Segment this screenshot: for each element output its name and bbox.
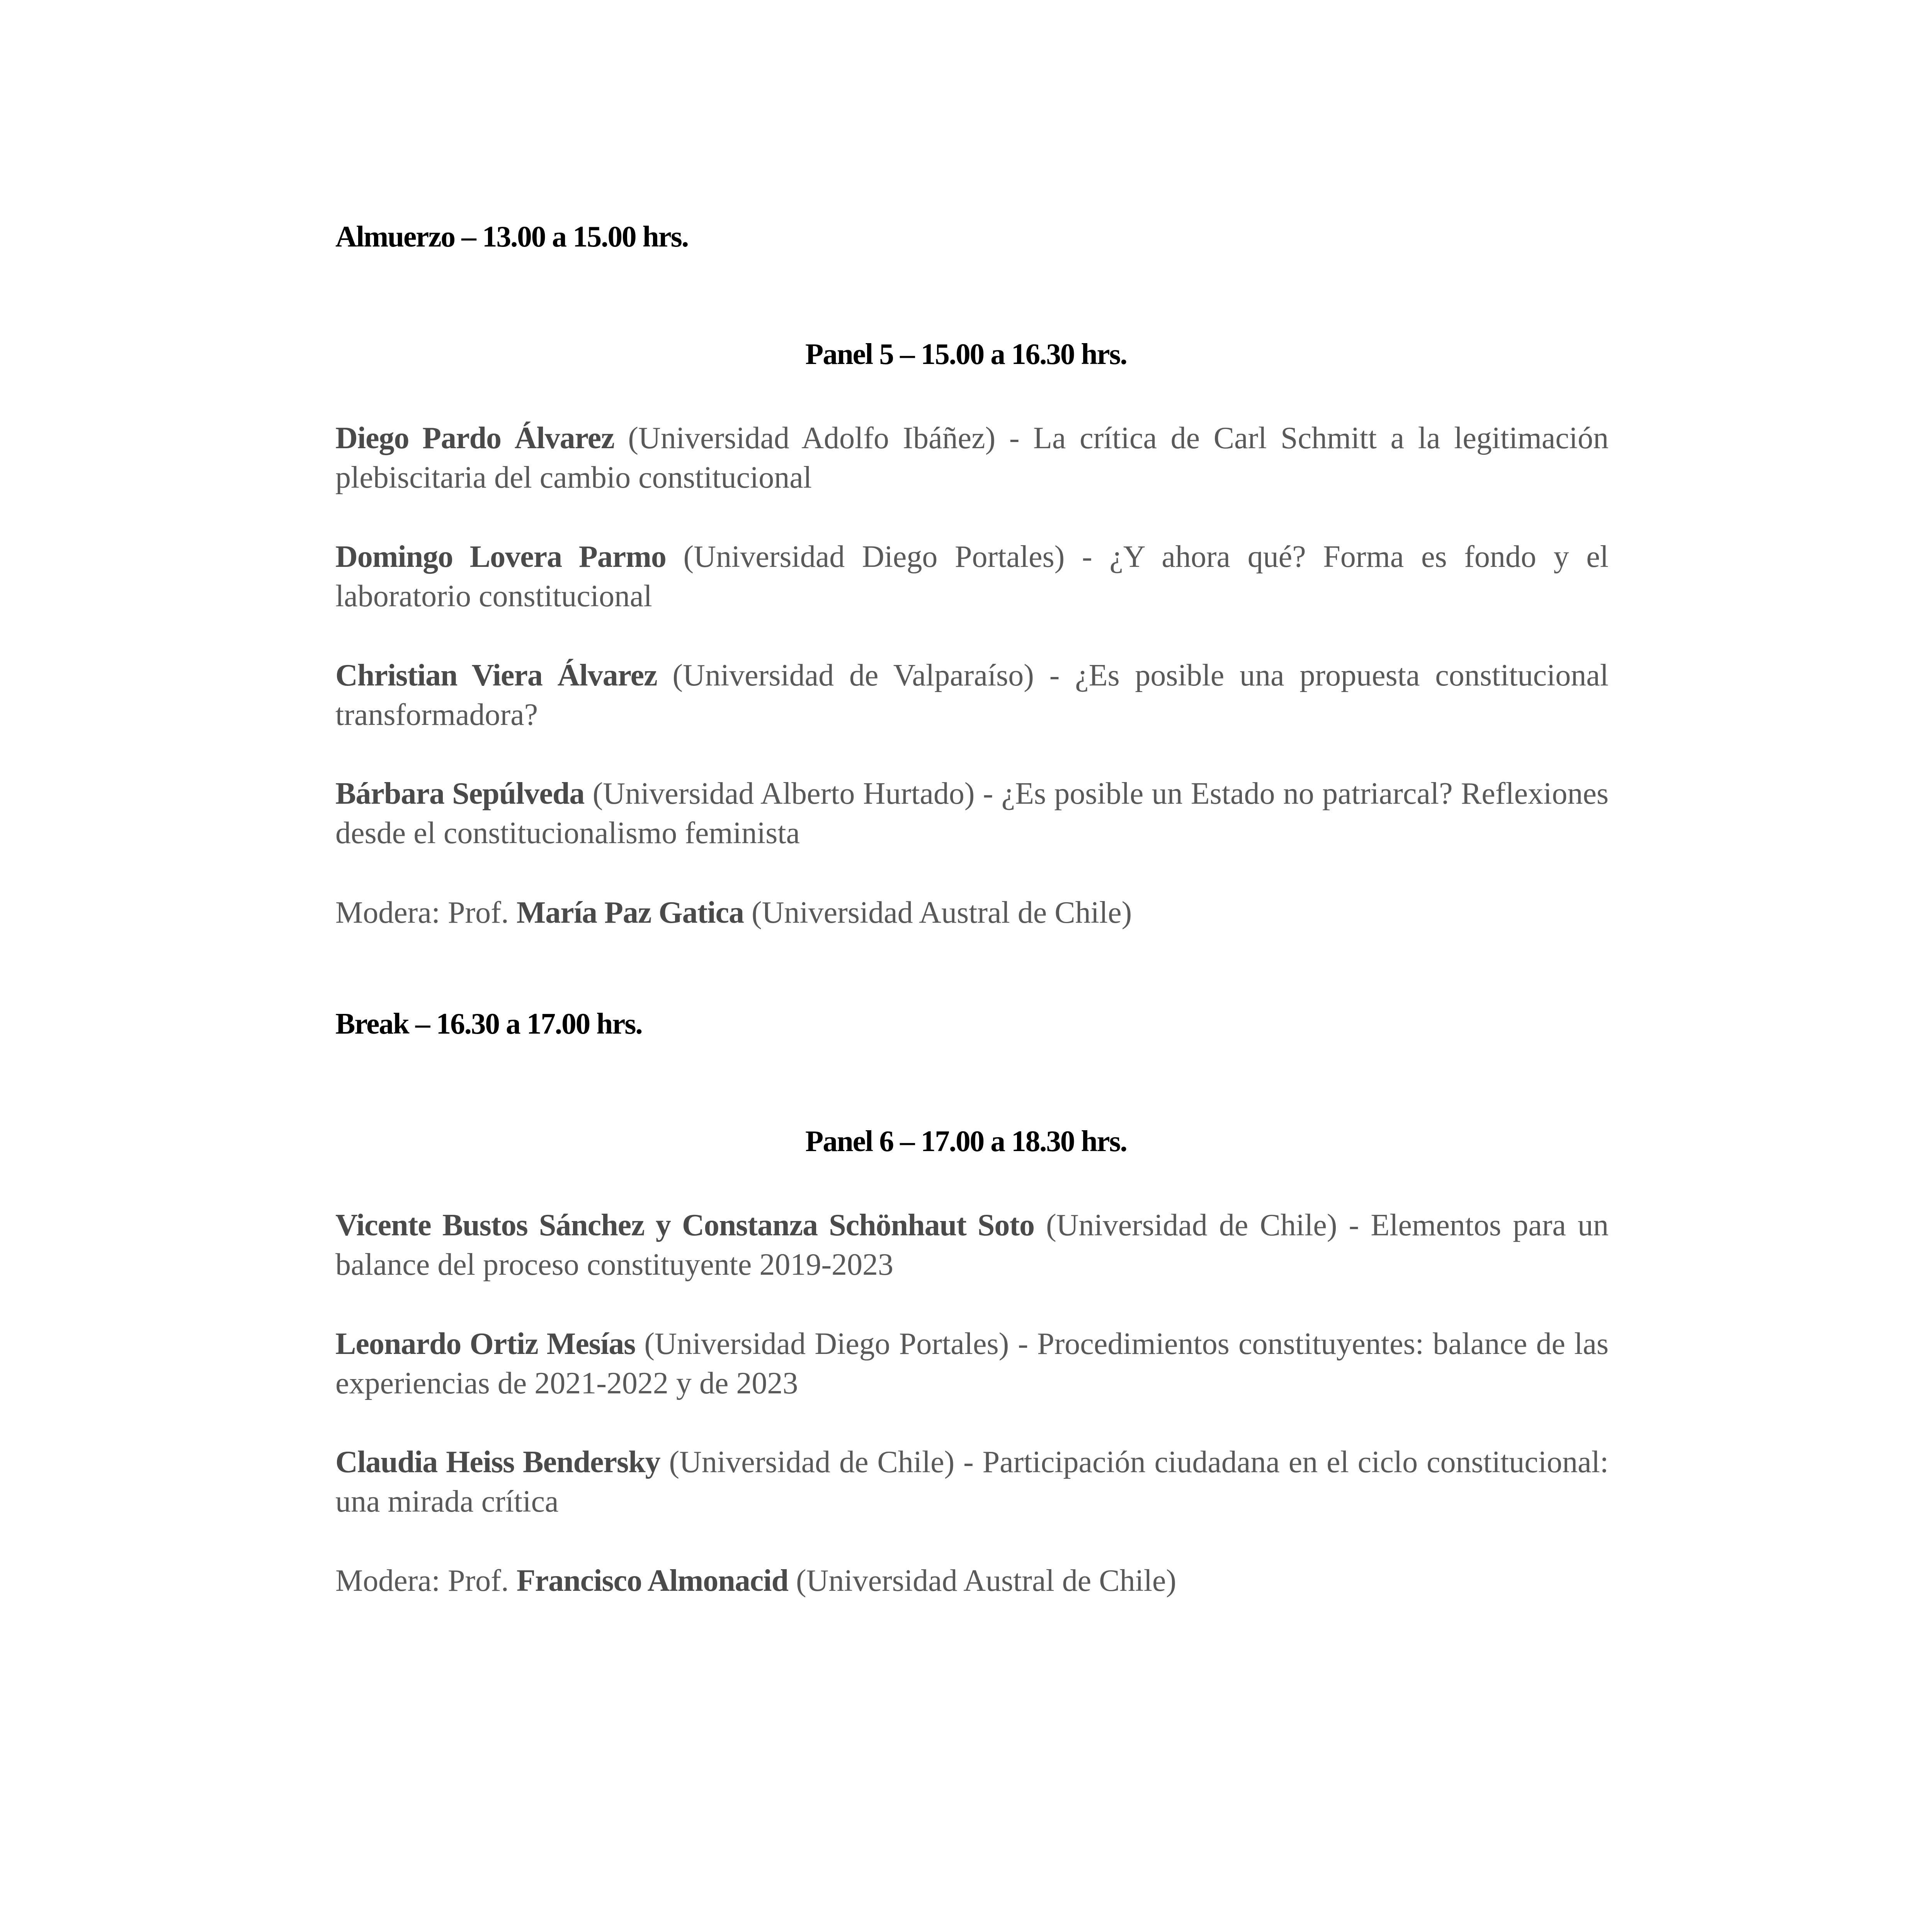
afternoon-break-heading: Break – 16.30 a 17.00 hrs. [335, 1007, 642, 1040]
panel-5-moderator [335, 893, 1609, 932]
speaker-name: Domingo Lovera Parmo [335, 540, 666, 574]
talk-title: ¿Y ahora qué? Forma es fondo y el laboratorio constitucional [335, 540, 1609, 613]
moderator-prefix: Modera: Prof. [335, 896, 517, 930]
speaker-name: Claudia Heiss Bendersky [335, 1445, 660, 1479]
speaker-affiliation: (Universidad Diego Portales) - [666, 540, 1110, 574]
moderator-affiliation: (Universidad Austral de Chile) [788, 1564, 1177, 1598]
speaker-affiliation: (Universidad de Chile) - [660, 1445, 983, 1479]
panel-6-talk-3 [335, 1442, 1609, 1521]
talk-title: Elementos para un balance del proceso constituyente 2019-2023 [335, 1208, 1609, 1282]
moderator-affiliation: (Universidad Austral de Chile) [744, 896, 1132, 930]
speaker-name: Christian Viera Álvarez [335, 658, 657, 692]
panel-6-moderator [335, 1561, 1609, 1600]
lunch-break-heading: Almuerzo – 13.00 a 15.00 hrs. [335, 220, 688, 253]
panel-5-talk-4 [335, 774, 1609, 853]
speaker-affiliation: (Universidad Alberto Hurtado) - [584, 777, 1002, 811]
panel-5-talk-2 [335, 537, 1609, 616]
panel-5-talk-1 [335, 418, 1609, 497]
speaker-affiliation: (Universidad Diego Portales) - [635, 1327, 1037, 1361]
speaker-name: Leonardo Ortiz Mesías [335, 1327, 636, 1361]
talk-title: La crítica de Carl Schmitt a la legitimación plebiscitaria del cambio constitucional [335, 421, 1609, 495]
speaker-affiliation: (Universidad de Chile) - [1034, 1208, 1371, 1242]
panel-6-heading: Panel 6 – 17.00 a 18.30 hrs. [805, 1124, 1127, 1158]
moderator-prefix: Modera: Prof. [335, 1564, 517, 1598]
panel-6-talk-1 [335, 1206, 1609, 1284]
panel-5-talk-3 [335, 656, 1609, 735]
panel-6-talk-2 [335, 1324, 1609, 1403]
speaker-affiliation: (Universidad Adolfo Ibáñez) - [614, 421, 1034, 455]
speaker-name: Diego Pardo Álvarez [335, 421, 614, 455]
talk-title: Participación ciudadana en el ciclo constitucional: una mirada crítica [335, 1445, 1609, 1519]
talk-title: ¿Es posible una propuesta constitucional transformadora? [335, 658, 1609, 732]
speaker-affiliation: (Universidad de Valparaíso) - [657, 658, 1075, 692]
moderator-name: María Paz Gatica [516, 896, 744, 930]
moderator-name: Francisco Almonacid [516, 1564, 788, 1598]
speaker-name: Vicente Bustos Sánchez y Constanza Schönhaut Soto [335, 1208, 1034, 1242]
panel-5-heading: Panel 5 – 15.00 a 16.30 hrs. [805, 337, 1127, 371]
talk-title: Procedimientos constituyentes: balance de las experiencias de 2021-2022 y de 2023 [335, 1327, 1609, 1400]
speaker-name: Bárbara Sepúlveda [335, 777, 585, 811]
talk-title: ¿Es posible un Estado no patriarcal? Reflexiones desde el constitucionalismo feminista [335, 777, 1609, 850]
